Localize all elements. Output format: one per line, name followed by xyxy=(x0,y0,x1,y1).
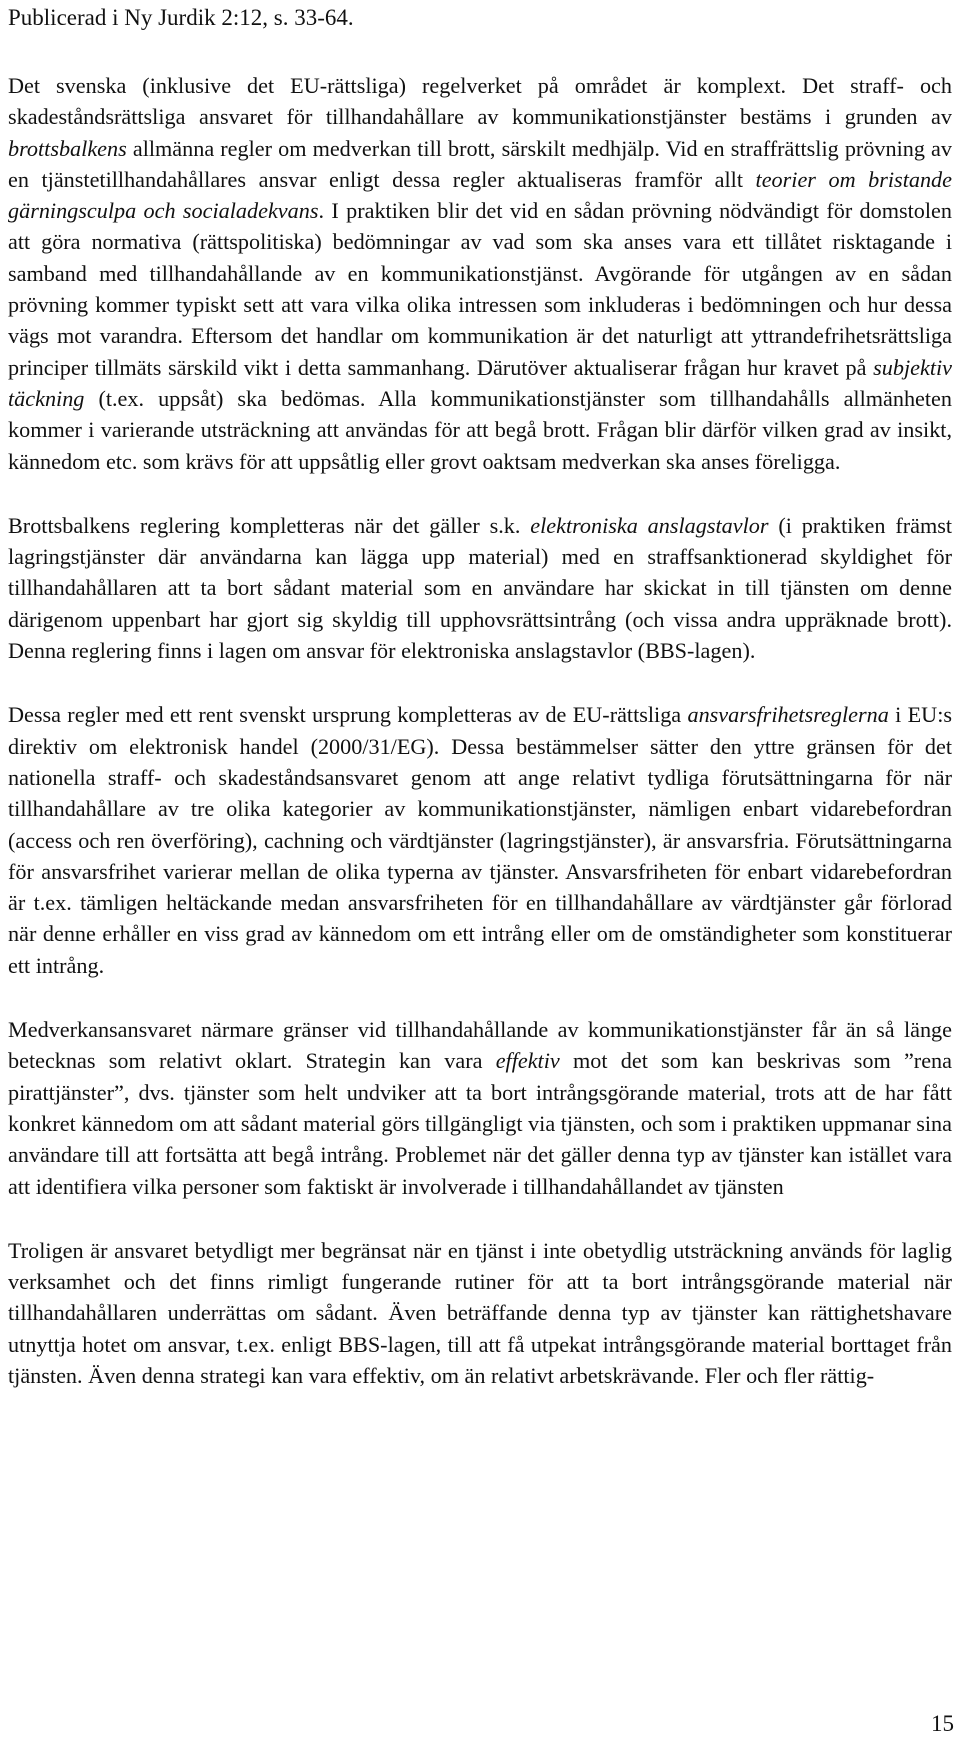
text-segment: . I praktiken blir det vid en sådan prövning nödvändigt för domstolen att göra normativa (rättspolitiska) bedömningar av vad som ska anses vara ett tillåtet risktagande i samband med tillhandahållande av en kommunikationstjänst. Avgörande för utgången av en sådan prövning kommer typiskt sett att vara vilka olika intressen som inkluderas i bedömningen och hur dessa vägs mot varandra. Eftersom det handlar om kommunikation är det naturligt att yttrandefrihetsrättsliga principer tillmäts särskild vikt i detta sammanhang. Därutöver aktualiserar frågan hur kravet på xyxy=(8,198,952,380)
paragraph xyxy=(8,699,952,981)
text-segment: Brottsbalkens reglering kompletteras när det gäller s.k. xyxy=(8,512,531,538)
paragraph xyxy=(8,1014,952,1202)
italic-term: ansvarsfrihetsreglerna xyxy=(687,702,889,728)
text-segment: Dessa regler med ett rent svenskt ursprung kompletteras av de EU-rättsliga xyxy=(8,702,688,728)
text-segment: i EU:s direktiv om elektronisk handel (2000/31/EG). Dessa bestämmelser sätter den yttre gränsen för det nationella straff- och skadeståndsansvaret genom att ange relativt tydliga förutsättningarna för när tillhandahållare av tre olika kategorier av kommunikationstjänster, nämligen enbart vidarebefordran (access och ren överföring), cachning och värdtjänster (lagringstjänster), är ansvarsfria. Förutsättningarna för ansvarsfrihet varierar mellan de olika typerna av tjänster. Ansvarsfriheten för enbart vidarebefordran är t.ex. tämligen heltäckande medan ansvarsfriheten för en tillhandahållare av värdtjänster går förlorad när denne erhåller en viss grad av kännedom om ett intrång eller om de omständigheter som konstituerar ett intrång. xyxy=(8,702,952,978)
publication-header: Publicerad i Ny Jurdik 2:12, s. 33-64. xyxy=(8,5,354,30)
text-segment: Det svenska (inklusive det EU-rättsliga) regelverket på området är komplext. Det straff- och skadeståndsrättsliga ansvaret för tillhandahållare av kommunikationstjänster bestäms i grunden av xyxy=(8,73,952,130)
paragraph xyxy=(8,1235,952,1391)
paragraph xyxy=(8,70,952,477)
italic-term: teorier om bristande gärningsculpa och socialadekvans xyxy=(8,166,952,224)
italic-term: effektiv xyxy=(495,1048,560,1074)
text-segment: (t.ex. uppsåt) ska bedömas. Alla kommunikationstjänster som tillhandahålls allmänheten kommer i varierande utsträckning att användas för att begå brott. Frågan blir därför vilken grad av insikt, kännedom etc. som krävs för att uppsåtlig eller grovt oaktsam medverkan ska anses föreligga. xyxy=(8,385,952,474)
text-segment: mot det som kan beskrivas som ”rena pirattjänster”, dvs. tjänster som helt undviker att ta bort intrångsgörande material, trots att de har fått konkret kännedom om att sådant material görs tillgängligt via tjänsten, och som i praktiken uppmanar sina användare till att fortsätta att begå intrång. Problemet när det gäller denna typ av tjänster kan istället vara att identifiera vilka personer som faktiskt är involverade i tillhandahållandet av tjänsten xyxy=(8,1048,952,1199)
paragraph xyxy=(8,510,952,666)
document-body xyxy=(8,70,952,1391)
page-number: 15 xyxy=(931,1711,954,1736)
italic-term: brottsbalkens xyxy=(8,135,127,161)
text-segment: (i praktiken främst lagringstjänster där användarna kan lägga upp material) med en straffsanktionerad skyldighet för tillhandahållaren att ta bort sådant material som en användare har skickat in till tjänsten om denne därigenom uppenbart har gjort sig skyldig till upphovsrättsintrång (och vissa andra uppräknade brott). Denna reglering finns i lagen om ansvar för elektroniska anslagstavlor (BBS-lagen). xyxy=(8,512,952,664)
text-segment: allmänna regler om medverkan till brott, särskilt medhjälp. Vid en straffrättslig prövning av en tjänstetillhandahållares ansvar enligt dessa regler aktualiseras framför allt xyxy=(8,135,952,192)
text-segment: Troligen är ansvaret betydligt mer begränsat när en tjänst i inte obetydlig utsträckning används för laglig verksamhet och det finns rimligt fungerande rutiner för att ta bort intrångsgörande material när tillhandahållaren underrättas om sådant. Även beträffande denna typ av tjänster kan rättighetshavare utnyttja hotet om ansvar, t.ex. enligt BBS-lagen, till att få utpekat intrångsgörande material borttaget från tjänsten. Även denna strategi kan vara effektiv, om än relativt arbetskrävande. Fler och fler rättig- xyxy=(8,1237,952,1388)
italic-term: subjektiv täckning xyxy=(8,354,952,411)
text-segment: Medverkansansvaret närmare gränser vid tillhandahållande av kommunikationstjänster får än så länge betecknas som relativt oklart. Strategin kan vara xyxy=(8,1017,952,1074)
italic-term: elektroniska anslagstavlor xyxy=(530,512,769,538)
